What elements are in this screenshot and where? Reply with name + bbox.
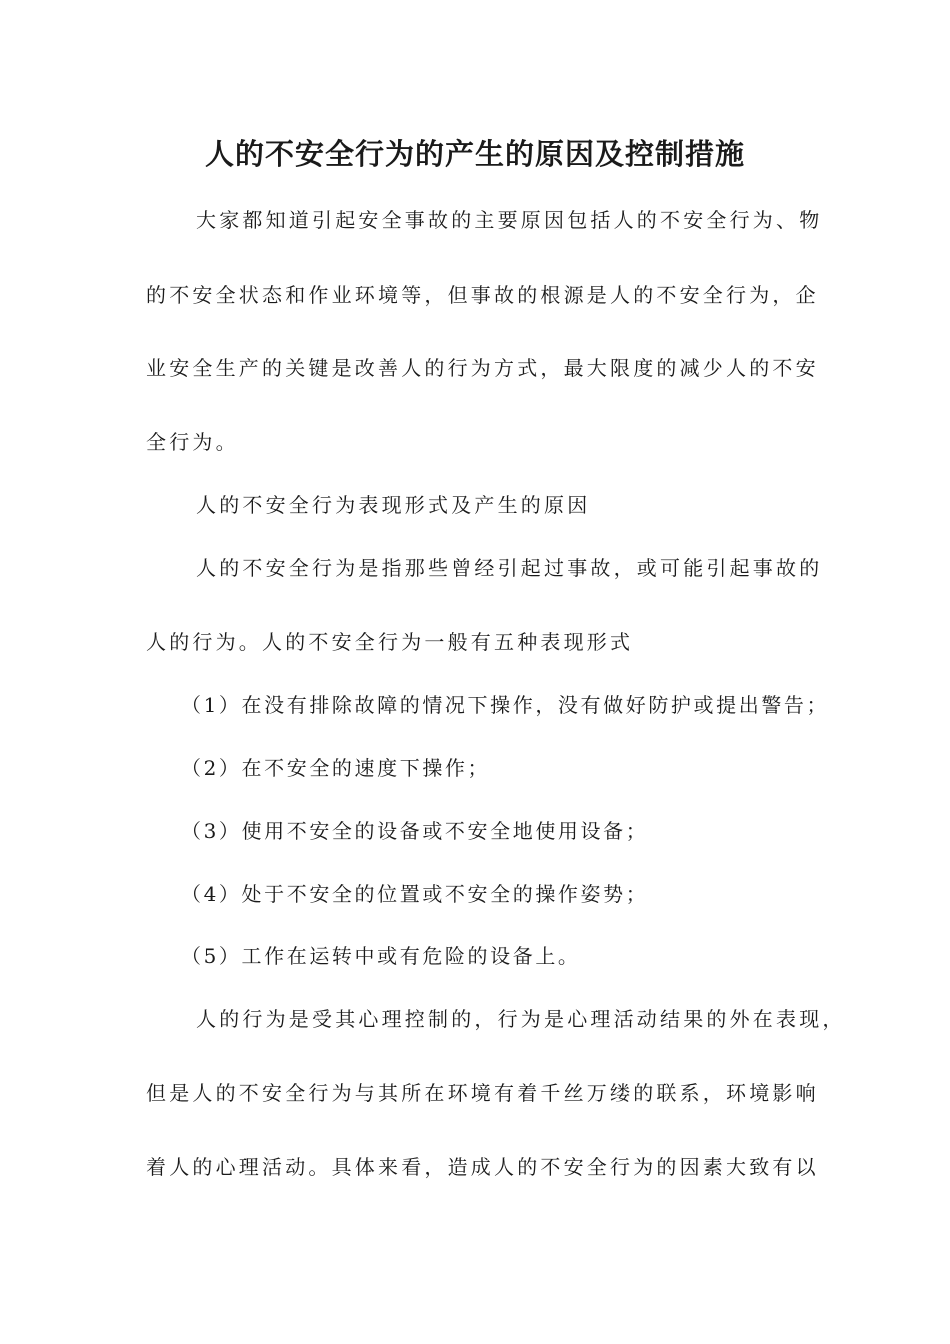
paragraph-line: 人的行为是受其心理控制的，行为是心理活动结果的外在表现， xyxy=(196,1007,846,1031)
section-heading: 人的不安全行为表现形式及产生的原因 xyxy=(196,493,591,517)
paragraph-line: 人的行为。人的不安全行为一般有五种表现形式 xyxy=(146,630,634,654)
paragraph-line: 但是人的不安全行为与其所在环境有着千丝万缕的联系，环境影响 xyxy=(146,1081,819,1105)
document-title: 人的不安全行为的产生的原因及控制措施 xyxy=(204,137,745,171)
paragraph-line: 着人的心理活动。具体来看，造成人的不安全行为的因素大致有以 xyxy=(146,1155,819,1179)
list-item: （1）在没有排除故障的情况下操作，没有做好防护或提出警告； xyxy=(181,693,830,717)
paragraph-line: 全行为。 xyxy=(146,430,239,454)
paragraph-line: 大家都知道引起安全事故的主要原因包括人的不安全行为、物 xyxy=(196,208,823,232)
list-item: （2）在不安全的速度下操作； xyxy=(181,756,491,780)
list-item: （5）工作在运转中或有危险的设备上。 xyxy=(181,944,581,968)
list-item: （4）处于不安全的位置或不安全的操作姿势； xyxy=(181,882,649,906)
paragraph-line: 人的不安全行为是指那些曾经引起过事故，或可能引起事故的 xyxy=(196,556,823,580)
paragraph-line: 的不安全状态和作业环境等，但事故的根源是人的不安全行为，企 xyxy=(146,283,819,307)
paragraph-line: 业安全生产的关键是改善人的行为方式，最大限度的减少人的不安 xyxy=(146,356,819,380)
list-item: （3）使用不安全的设备或不安全地使用设备； xyxy=(181,819,649,843)
